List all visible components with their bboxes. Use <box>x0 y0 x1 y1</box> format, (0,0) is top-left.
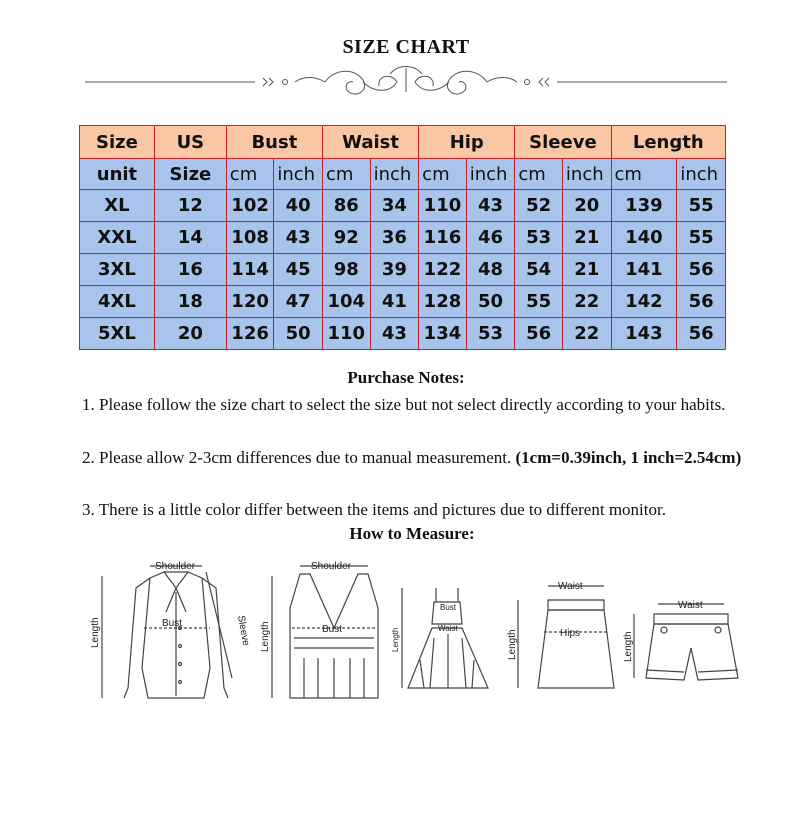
table-cell: 128 <box>419 286 467 318</box>
table-cell: 22 <box>562 318 611 350</box>
header-cell: Length <box>611 126 725 159</box>
table-row <box>80 254 726 286</box>
size-table <box>79 125 726 350</box>
table-cell: 86 <box>322 190 370 222</box>
how-to-measure-title: How to Measure: <box>349 524 475 543</box>
subheader-cell: cm <box>419 159 467 190</box>
note-2 <box>82 445 762 471</box>
label-shoulder-1: Shoulder <box>155 561 196 572</box>
table-cell: 53 <box>466 318 515 350</box>
table-cell: 55 <box>515 286 563 318</box>
table-cell: 43 <box>466 190 515 222</box>
subheader-cell: inch <box>370 159 419 190</box>
table-row <box>80 318 726 350</box>
table-cell: 50 <box>466 286 515 318</box>
note-2-text: 2. Please allow 2-3cm differences due to manual measurement. <box>82 448 516 467</box>
table-cell: 41 <box>370 286 419 318</box>
table-cell: 50 <box>274 318 323 350</box>
table-cell: 141 <box>611 254 677 286</box>
table-cell: 126 <box>226 318 274 350</box>
table-cell: 120 <box>226 286 274 318</box>
subheader-cell: cm <box>515 159 563 190</box>
table-cell: XL <box>80 190 155 222</box>
table-cell: 20 <box>562 190 611 222</box>
table-cell: 36 <box>370 222 419 254</box>
table-cell: 55 <box>677 190 726 222</box>
table-row <box>80 222 726 254</box>
table-cell: 12 <box>154 190 226 222</box>
subheader-cell: unit <box>80 159 155 190</box>
table-cell: 102 <box>226 190 274 222</box>
table-cell: 114 <box>226 254 274 286</box>
subheader-cell: cm <box>611 159 677 190</box>
note-3: 3. There is a little color differ between the items and pictures due to different monitor. <box>82 500 666 519</box>
table-cell: 56 <box>677 254 726 286</box>
table-cell: 43 <box>274 222 323 254</box>
table-cell: 48 <box>466 254 515 286</box>
shorts-figure <box>634 604 738 680</box>
measurement-illustrations <box>78 548 758 738</box>
note-1: 1. Please follow the size chart to select the size but not select directly according to your habits. <box>82 395 726 414</box>
table-cell: 110 <box>419 190 467 222</box>
table-cell: 108 <box>226 222 274 254</box>
label-length-2: Length <box>260 621 271 652</box>
table-cell: XXL <box>80 222 155 254</box>
table-cell: 139 <box>611 190 677 222</box>
label-bust-1: Bust <box>162 618 183 629</box>
size-chart-title: SIZE CHART <box>342 36 470 58</box>
table-cell: 134 <box>419 318 467 350</box>
subheader-cell: cm <box>322 159 370 190</box>
table-subheader-row <box>80 159 726 190</box>
table-row <box>80 286 726 318</box>
table-cell: 53 <box>515 222 563 254</box>
table-cell: 92 <box>322 222 370 254</box>
note-2-conversion: (1cm=0.39inch, 1 inch=2.54cm) <box>515 448 742 467</box>
table-cell: 3XL <box>80 254 155 286</box>
table-cell: 110 <box>322 318 370 350</box>
table-cell: 55 <box>677 222 726 254</box>
label-waist-5: Waist <box>678 600 703 611</box>
table-cell: 21 <box>562 222 611 254</box>
header-cell: Sleeve <box>515 126 611 159</box>
header-cell: Waist <box>322 126 418 159</box>
table-header-row <box>80 126 726 159</box>
label-waist-4: Waist <box>558 581 583 592</box>
table-cell: 21 <box>562 254 611 286</box>
blouse-figure <box>102 566 232 698</box>
purchase-notes-title: Purchase Notes: <box>347 368 465 387</box>
table-cell: 122 <box>419 254 467 286</box>
table-cell: 47 <box>274 286 323 318</box>
table-row <box>80 190 726 222</box>
table-cell: 22 <box>562 286 611 318</box>
header-cell: Hip <box>419 126 515 159</box>
subheader-cell: inch <box>677 159 726 190</box>
header-cell: Bust <box>226 126 322 159</box>
table-cell: 43 <box>370 318 419 350</box>
label-bust-3: Bust <box>440 603 457 612</box>
table-cell: 5XL <box>80 318 155 350</box>
label-sleeve: Sleeve <box>235 614 252 647</box>
table-cell: 56 <box>677 286 726 318</box>
header-cell: US <box>154 126 226 159</box>
ornamental-divider <box>85 64 727 100</box>
header-cell: Size <box>80 126 155 159</box>
subheader-cell: inch <box>466 159 515 190</box>
label-length-5: Length <box>623 631 634 662</box>
table-cell: 16 <box>154 254 226 286</box>
table-cell: 104 <box>322 286 370 318</box>
table-cell: 56 <box>515 318 563 350</box>
table-cell: 52 <box>515 190 563 222</box>
label-length-3: Length <box>391 627 400 652</box>
table-cell: 39 <box>370 254 419 286</box>
table-cell: 4XL <box>80 286 155 318</box>
table-cell: 14 <box>154 222 226 254</box>
table-cell: 20 <box>154 318 226 350</box>
label-hips: Hips <box>560 628 581 639</box>
subheader-cell: Size <box>154 159 226 190</box>
label-bust-2: Bust <box>322 624 343 635</box>
table-cell: 54 <box>515 254 563 286</box>
label-waist-3: Waist <box>438 624 458 633</box>
table-cell: 34 <box>370 190 419 222</box>
table-cell: 18 <box>154 286 226 318</box>
label-shoulder-2: Shoulder <box>311 561 352 572</box>
table-cell: 143 <box>611 318 677 350</box>
subheader-cell: cm <box>226 159 274 190</box>
table-cell: 40 <box>274 190 323 222</box>
table-cell: 45 <box>274 254 323 286</box>
table-cell: 56 <box>677 318 726 350</box>
table-cell: 142 <box>611 286 677 318</box>
table-cell: 98 <box>322 254 370 286</box>
table-cell: 140 <box>611 222 677 254</box>
label-length-1: Length <box>90 617 101 648</box>
subheader-cell: inch <box>562 159 611 190</box>
label-length-4: Length <box>507 629 518 660</box>
subheader-cell: inch <box>274 159 323 190</box>
table-cell: 116 <box>419 222 467 254</box>
table-cell: 46 <box>466 222 515 254</box>
